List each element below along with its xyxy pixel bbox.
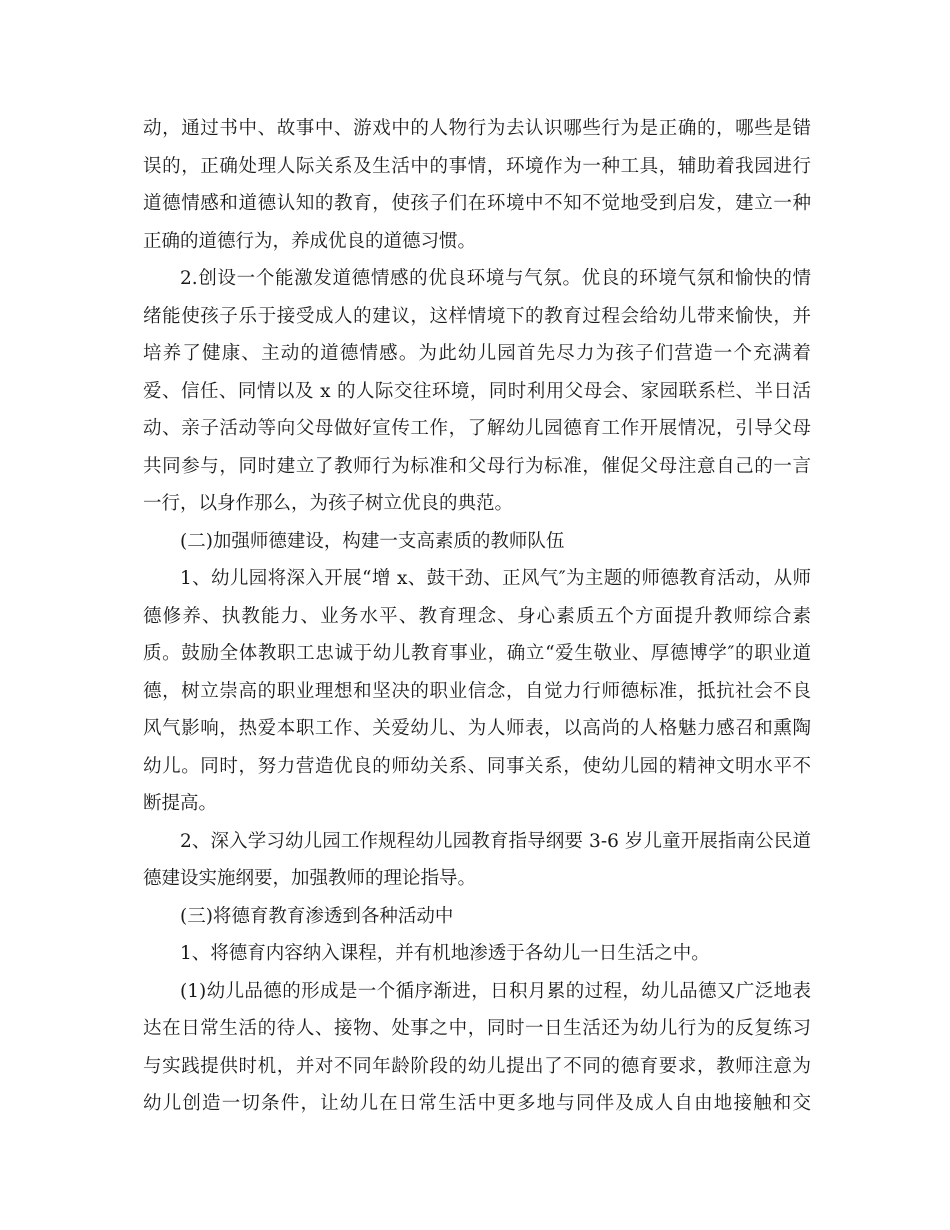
text-line: 2.创设一个能激发道德情感的优良环境与气氛。优良的环境气氛和愉快的情	[180, 268, 811, 289]
paragraph-p5	[143, 823, 811, 898]
paragraph-p4	[143, 560, 811, 823]
text-line: 道德情感和道德认知的教育，使孩子们在环境中不知不觉地受到启发，建立一种	[143, 193, 811, 214]
text-line: 1、幼儿园将深入开展“增 x、鼓干劲、正风气″为主题的师德教育活动，从师	[180, 568, 811, 589]
paragraph-p8	[143, 973, 811, 1123]
text-line: 动、亲子活动等向父母做好宣传工作，了解幼儿园德育工作开展情况，引导父母	[143, 418, 811, 439]
text-line: 一行，以身作那么，为孩子树立优良的典范。	[143, 493, 514, 514]
text-line: 德修养、执教能力、业务水平、教育理念、身心素质五个方面提升教师综合素	[143, 605, 811, 627]
text-line: (三)将德育教育渗透到各种活动中	[180, 905, 454, 927]
text-line: (二)加强师德建设，构建一支高素质的教师队伍	[180, 530, 565, 552]
text-line: (1)幼儿品德的形成是一个循序渐进，日积月累的过程，幼儿品德又广泛地表	[180, 980, 811, 1002]
text-line: 风气影响，热爱本职工作、关爱幼儿、为人师表，以高尚的人格魅力感召和熏陶	[143, 718, 811, 739]
paragraph-p2	[143, 260, 811, 523]
text-line: 德，树立崇高的职业理想和坚决的职业信念，自觉力行师德标准，抵抗社会不良	[143, 680, 811, 702]
text-line: 质。鼓励全体教职工忠诚于幼儿教育事业，确立“爱生敬业、厚德博学″的职业道	[143, 643, 811, 664]
text-line: 幼儿创造一切条件，让幼儿在日常生活中更多地与同伴及成人自由地接触和交	[143, 1093, 811, 1114]
document-page	[143, 110, 811, 1123]
text-line: 达在日常生活的待人、接物、处事之中，同时一日生活还为幼儿行为的反复练习	[143, 1018, 811, 1039]
text-line: 2、深入学习幼儿园工作规程幼儿园教育指导纲要 3-6 岁儿童开展指南公民道	[180, 830, 811, 852]
text-line: 培养了健康、主动的道德情感。为此幼儿园首先尽力为孩子们营造一个充满着	[143, 343, 811, 364]
text-line: 绪能使孩子乐于接受成人的建议，这样情境下的教育过程会给幼儿带来愉快，并	[143, 305, 811, 327]
paragraph-p3	[143, 523, 811, 561]
text-line: 与实践提供时机，并对不同年龄阶段的幼儿提出了不同的德育要求，教师注意为	[143, 1055, 811, 1077]
text-line: 德建设实施纲要，加强教师的理论指导。	[143, 868, 477, 889]
paragraph-p1	[143, 110, 811, 260]
text-line: 共同参与，同时建立了教师行为标准和父母行为标准，催促父母注意自己的一言	[143, 455, 811, 477]
paragraph-p6	[143, 898, 811, 936]
text-line: 幼儿。同时，努力营造优良的师幼关系、同事关系，使幼儿园的精神文明水平不	[143, 755, 811, 777]
text-line: 爱、信任、同情以及 x 的人际交往环境，同时利用父母会、家园联系栏、半日活	[143, 380, 811, 402]
paragraph-p7	[143, 935, 811, 973]
text-line: 正确的道德行为，养成优良的道德习惯。	[143, 230, 477, 252]
text-line: 1、将德育内容纳入课程，并有机地渗透于各幼儿一日生活之中。	[180, 943, 710, 964]
text-line: 动，通过书中、故事中、游戏中的人物行为去认识哪些行为是正确的，哪些是错	[143, 118, 811, 139]
text-line: 误的，正确处理人际关系及生活中的事情，环境作为一种工具，辅助着我园进行	[143, 155, 811, 177]
text-line: 断提高。	[143, 793, 218, 814]
